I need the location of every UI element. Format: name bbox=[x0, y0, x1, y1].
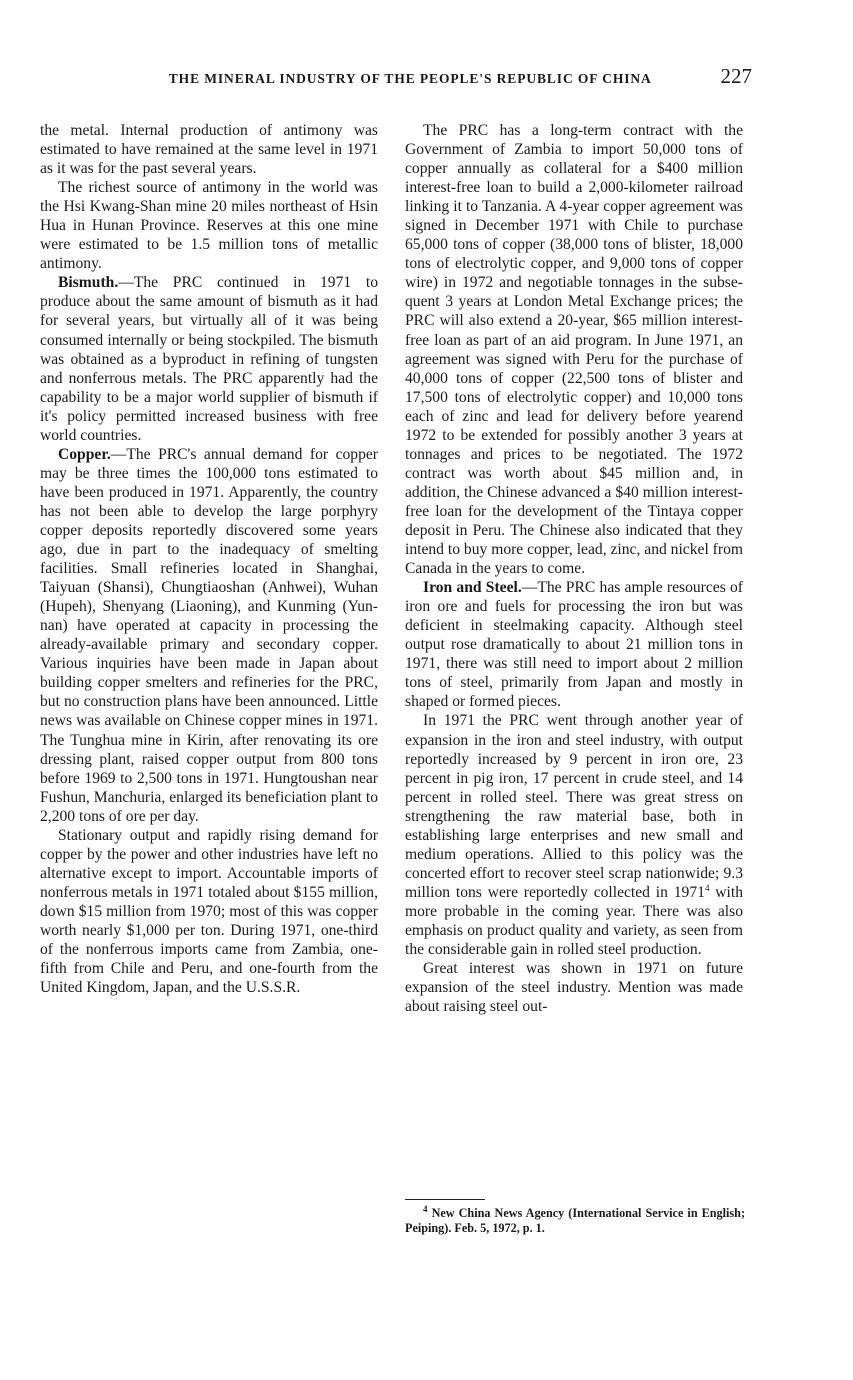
paragraph-text: In 1971 the PRC went through another year of expansion in the iron and steel industry, with output reportedly increased by 9 percent in iron ore, 23 percent in pig iron, 17 percent in crude steel, and 14 percent in rolled steel. There was great stress on strengthening the raw material base, both in establishing large enterprises and new small and medium operations. Allied to this policy was the concerted effort to recover steel scrap nationwide; 9.3 million tons were reportedly collected in 1971 bbox=[405, 712, 743, 901]
paragraph: The PRC has a long-term contract with the Government of Zambia to import 50,000 tons of copper annually as collateral for a $400 million interest-free loan to build a 2,000-kilometer railroad linking it to Tanzania. A 4-year copper agreement was signed in December 1971 with Chile to purchase 65,000 tons of copper (38,000 tons of blister, 18,000 tons of electrolytic copper, and 9,000 tons of copper wire) in 1972 and negotiable tonnages in the subsequent 3 years at London Metal Exchange prices; the PRC will also extend a 20-year, $65 million interest-free loan as part of an aid program. In June 1971, an agreement was signed with Peru for the purchase of 40,000 tons of copper (22,500 tons of blister and 17,500 tons of electrolytic copper) and 10,000 tons each of zinc and lead for delivery before yearend 1972 to be extended for possibly another 3 years at tonnages and prices to be negotiated. The 1972 contract was worth about $45 million and, in addition, the Chinese advanced a $40 million interest-free loan for the development of the Tintaya copper deposit in Peru. The Chinese also indicated that they intend to buy more copper, lead, zinc, and nickel from Canada in the years to come. bbox=[405, 122, 743, 578]
footnote-text: New China News Agency (International Service in English; Peiping). Feb. 5, 1972, p. 1. bbox=[405, 1206, 745, 1235]
paragraph-bismuth bbox=[40, 273, 378, 444]
paragraph-body: —The PRC's annual demand for copper may be three times the 100,000 tons estimated to have been produced in 1971. Apparently, the country has not been able to develop the large porphyry copper deposits reportedly discovered some years ago, due in part to the inadequacy of smelting facilities. Small refineries located in Shanghai, Taiyuan (Shansi), Chungtiaoshan (Anhwei), Wuhan (Hupeh), Shenyang (Liaoning), and Kunming (Yunnan) have operated at capacity in processing the already-available primary and secondary copper. Various inquiries have been made in Japan about building copper smelters and refineries for the PRC, but no construction plans have been announced. Little news was available on Chinese copper mines in 1971. The Tunghua mine in Kirin, after renovating its ore dressing plant, raised copper output from 800 tons before 1969 to 2,500 tons in 1971. Hungtoushan near Fushun, Manchuria, enlarged its beneficiation plant to 2,200 tons of ore per day. bbox=[40, 445, 378, 825]
left-column bbox=[40, 121, 378, 997]
footnote bbox=[405, 1203, 745, 1236]
paragraph-iron-steel bbox=[405, 578, 743, 711]
paragraph: Great interest was shown in 1971 on future expansion of the steel industry. Mention was made about raising steel out- bbox=[405, 960, 743, 1016]
paragraph-text: with more probable in the coming year. There was also emphasis on product quality and variety, as seen from the considerable gain in rolled steel production. bbox=[405, 883, 743, 959]
page-number: 227 bbox=[720, 64, 752, 88]
paragraph: The richest source of antimony in the world was the Hsi Kwang-Shan mine 20 miles northeast of Hsin Hua in Hunan Province. Reserves at this one mine were estimated to be 1.5 million tons of metallic antimony. bbox=[40, 179, 378, 273]
footnote-marker: 4 bbox=[423, 1203, 428, 1214]
section-heading-bismuth: Bismuth. bbox=[58, 274, 119, 292]
footnote-reference[interactable]: 4 bbox=[704, 882, 710, 893]
paragraph bbox=[405, 711, 743, 959]
header-title: THE MINERAL INDUSTRY OF THE PEOPLE'S REPUBLIC OF CHINA bbox=[168, 71, 652, 86]
section-heading-iron-steel: Iron and Steel. bbox=[423, 579, 522, 597]
paragraph: Stationary output and rapidly rising demand for copper by the power and other industries have left no alternative except to import. Accountable imports of nonferrous metals in 1971 totaled about $155 million, down $15 million from 1970; most of this was copper worth nearly $1,000 per ton. During 1971, one-third of the nonferrous imports came from Zambia, one-fifth from Chile and Peru, and one-fourth from the United Kingdom, Japan, and the U.S.S.R. bbox=[40, 826, 378, 997]
paragraph: the metal. Internal production of antimony was estimated to have remained at the same level in 1971 as it was for the past several years. bbox=[40, 122, 378, 178]
section-heading-copper: Copper. bbox=[58, 445, 111, 463]
footnote-divider bbox=[405, 1199, 485, 1200]
right-column bbox=[405, 121, 743, 1016]
paragraph-body: —The PRC continued in 1971 to produce about the same amount of bismuth as it had for several years, but virtually all of it was being consumed internally or being stockpiled. The bismuth was obtained as a byproduct in refining of tungsten and nonferrous metals. The PRC apparently had the capability to be a major world supplier of bismuth if it's policy permitted increased business with free world countries. bbox=[40, 274, 378, 444]
running-header bbox=[40, 64, 752, 89]
paragraph-body: —The PRC has ample resources of iron ore and fuels for processing the iron but was deficient in steelmaking capacity. Although steel output rose dramatically to about 21 million tons in 1971, there was still need to import about 2 million tons of steel, primarily from Japan and mostly in shaped or formed pieces. bbox=[405, 579, 743, 711]
paragraph-copper bbox=[40, 445, 378, 826]
